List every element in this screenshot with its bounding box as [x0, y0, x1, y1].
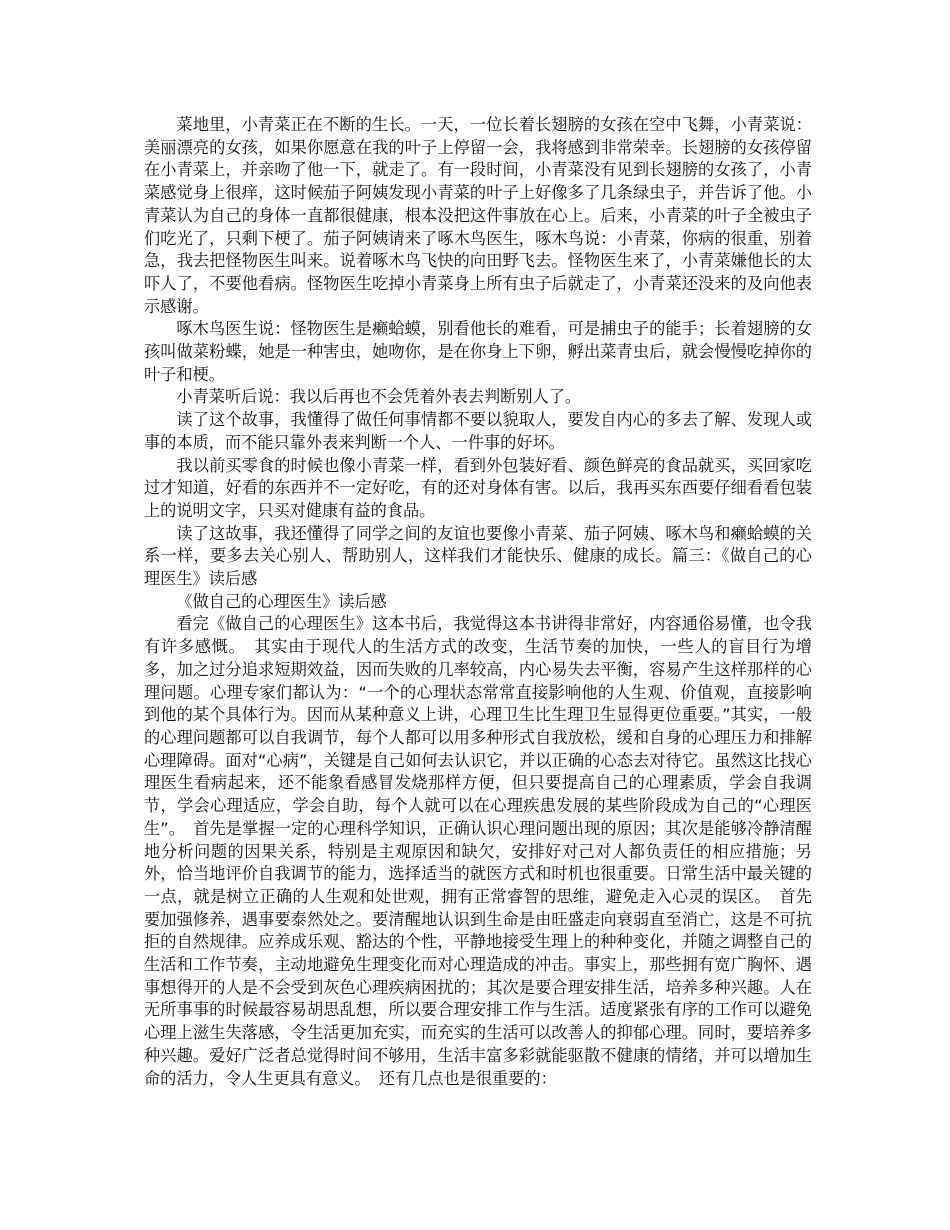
reflection-paragraph-2: 我以前买零食的时候也像小青菜一样，看到外包装好看、颜色鲜亮的食品就买，买回家吃过才知道，好看的东西并不一定好吃，有的还对身体有害。以后，我再买东西要仔细看看包装上的说明文字，只买对健康有益的食品。 [144, 455, 812, 520]
document-body [144, 114, 812, 1090]
reflection-paragraph-1: 读了这个故事，我懂得了做任何事情都不要以貌取人，要发自内心的多去了解、发现人或事的本质，而不能只靠外表来判断一个人、一件事的好坏。 [144, 410, 812, 452]
story-paragraph-3: 小青菜听后说：我以后再也不会凭着外表去判断别人了。 [176, 387, 582, 407]
essay-paragraph: 看完《做自己的心理医生》这本书后，我觉得这本书讲得非常好，内容通俗易懂，也令我有许多感慨。 其实由于现代人的生活方式的改变，生活节奏的加快，一些人的盲目行为增多，加之过分追求短期效益，因而失败的几率较高，内心易失去平衡，容易产生这样那样的心理问题。心理专家们都认为：“一个的心理状态常常直接影响他的人生观、价值观，直接影响到他的某个具体行为。因而从某种意义上讲，心理卫生比生理卫生显得更位重要。”其实，一般的心理问题都可以自我调节，每个人都可以用多种形式自我放松，缓和自身的心理压力和排解心理障碍。面对“心病”，关键是自己如何去认识它，并以正确的心态去对待它。虽然这比找心理医生看病起来，还不能象看感冒发烧那样方便，但只要提高自己的心理素质，学会自我调节，学会心理适应，学会自助，每个人就可以在心理疾患发展的某些阶段成为自己的“心理医生”。 首先是掌握一定的心理科学知识，正确认识心理问题出现的原因；其次是能够冷静清醒地分析问题的因果关系，特别是主观原因和缺欠，安排好对己对人都负责任的相应措施；另外，恰当地评价自我调节的能力，选择适当的就医方式和时机也很重要。日常生活中最关键的一点，就是树立正确的人生观和处世观，拥有正常睿智的思维，避免走入心灵的误区。 首先要加强修养，遇事要泰然处之。要清醒地认识到生命是由旺盛走向衰弱直至消亡，这是不可抗拒的自然规律。应养成乐观、豁达的个性，平静地接受生理上的种种变化，并随之调整自己的生活和工作节奏，主动地避免生理变化而对心理造成的冲击。事实上，那些拥有宽广胸怀、遇事想得开的人是不会受到灰色心理疾病困扰的；其次是要合理安排生活，培养多种兴趣。人在无所事事的时候最容易胡思乱想，所以要合理安排工作与生活。适度紧张有序的工作可以避免心理上滋生失落感，令生活更加充实，而充实的生活可以改善人的抑郁心理。同时，要培养多种兴趣。爱好广泛者总觉得时间不够用，生活丰富多彩就能驱散不健康的情绪，并可以增加生命的活力，令人生更具有意义。 还有几点也是很重要的： [144, 614, 812, 1088]
section-title: 《做自己的心理医生》读后感 [176, 591, 387, 611]
story-paragraph-2: 啄木鸟医生说：怪物医生是癞蛤蟆，别看他长的难看，可是捕虫子的能手；长着翅膀的女孩叫做菜粉蝶，她是一种害虫，她吻你，是在你身上下卵，孵出菜青虫后，就会慢慢吃掉你的叶子和梗。 [144, 319, 812, 384]
reflection-paragraph-3: 读了这故事，我还懂得了同学之间的友谊也要像小青菜、茄子阿姨、啄木鸟和癞蛤蟆的关系一样，要多去关心别人、帮助别人，这样我们才能快乐、健康的成长。篇三：《做自己的心理医生》读后感 [144, 523, 812, 589]
story-paragraph-1: 菜地里，小青菜正在不断的生长。一天，一位长着长翅膀的女孩在空中飞舞，小青菜说：美丽漂亮的女孩，如果你愿意在我的叶子上停留一会，我将感到非常荣幸。长翅膀的女孩停留在小青菜上，并亲吻了他一下，就走了。有一段时间，小青菜没有见到长翅膀的女孩了，小青菜感觉身上很痒，这时候茄子阿姨发现小青菜的叶子上好像多了几条绿虫子，并告诉了他。小青菜认为自己的身体一直都很健康，根本没把这件事放在心上。后来，小青菜的叶子全被虫子们吃光了，只剩下梗了。茄子阿姨请来了啄木鸟医生，啄木鸟说：小青菜，你病的很重，别着急，我去把怪物医生叫来。说着啄木鸟飞快的向田野飞去。怪物医生来了，小青菜嫌他长的太吓人了，不要他看病。怪物医生吃掉小青菜身上所有虫子后就走了，小青菜还没来的及向他表示感谢。 [144, 115, 812, 316]
